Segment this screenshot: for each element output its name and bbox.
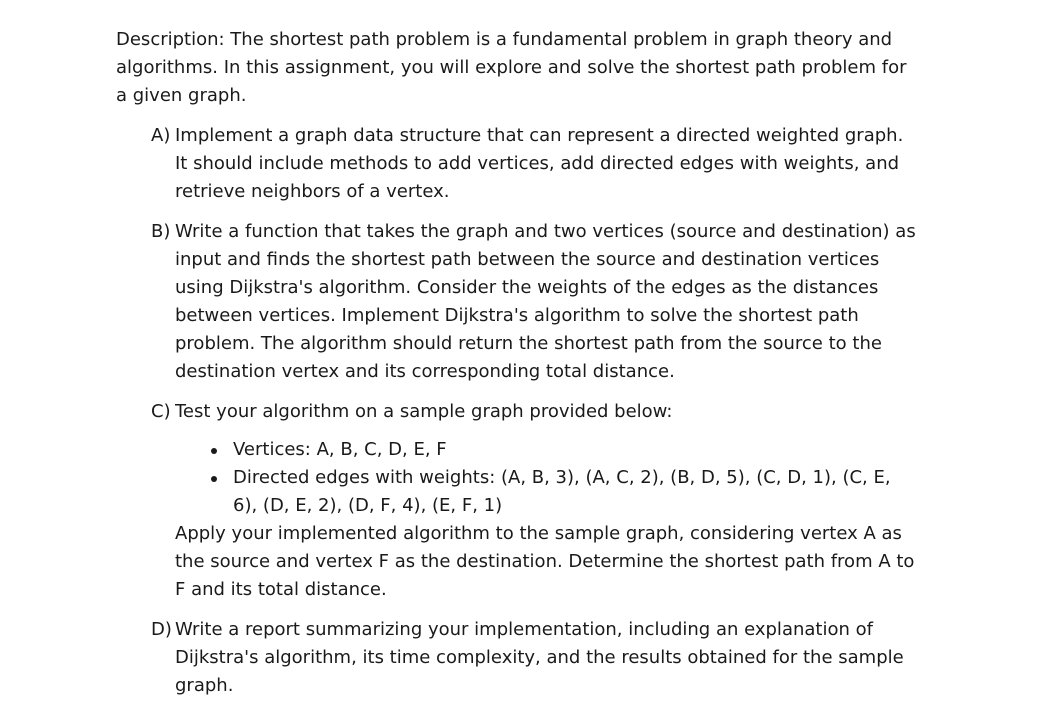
part-a-text: Implement a graph data structure that can represent a directed weighted graph. It should include methods to add vertices, add directed edges with weights, and retrieve neighbors of a vertex.: [175, 125, 904, 202]
part-c: [151, 398, 916, 604]
part-d-text: Write a report summarizing your implementation, including an explanation of Dijkstra's algorithm, its time complexity, and the results obtained for the sample graph.: [175, 619, 904, 696]
sample-graph-list: [175, 436, 916, 520]
part-b: [151, 218, 916, 386]
vertices-item-text: Vertices: A, B, C, D, E, F: [233, 439, 447, 460]
part-b-text: Write a function that takes the graph and two vertices (source and destination) as input and finds the shortest path between the source and destination vertices using Dijkstra's algorithm. Consider the weights of the edges as the distances between vertices. Implement Dijkstra's algorithm to solve the shortest path problem. The algorithm should return the shortest path from the source to the destination vertex and its corresponding total distance.: [175, 221, 916, 382]
bullet-icon: [211, 476, 217, 482]
part-a-letter: A): [151, 125, 171, 146]
description-paragraph: Description: The shortest path problem is a fundamental problem in graph theory and algorithms. In this assignment, you will explore and solve the shortest path problem for a given graph.: [116, 29, 907, 106]
edges-item-text: Directed edges with weights: (A, B, 3), (A, C, 2), (B, D, 5), (C, D, 1), (C, E, 6), (D, E, 2), (D, F, 4), (E, F, 1): [233, 467, 891, 516]
part-d-letter: D): [151, 619, 172, 640]
list-item: [209, 464, 916, 520]
part-d: [151, 616, 916, 700]
part-c-text: Test your algorithm on a sample graph provided below:: [175, 401, 673, 422]
part-c-letter: C): [151, 401, 171, 422]
bullet-icon: [211, 448, 217, 454]
list-item: [209, 436, 916, 464]
part-b-letter: B): [151, 221, 171, 242]
part-c-followup: Apply your implemented algorithm to the sample graph, considering vertex A as the source and vertex F as the destination. Determine the shortest path from A to F and its total distance.: [175, 523, 915, 600]
part-a: [151, 122, 916, 206]
assignment-document: [116, 26, 916, 712]
